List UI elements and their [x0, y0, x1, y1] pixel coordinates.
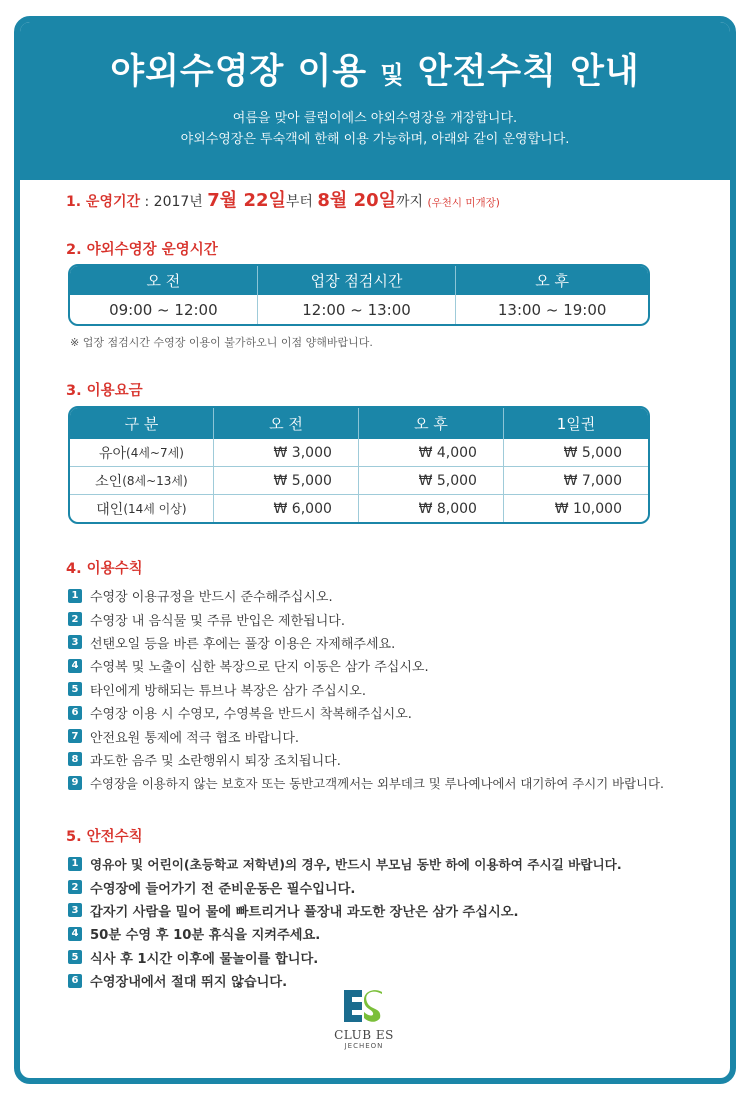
- number-badge: 3: [68, 903, 82, 917]
- rules-section-title: 4. 이용수칙: [66, 561, 143, 577]
- fee-category: 유아 (4세~7세): [98, 445, 184, 462]
- safety-list: [68, 852, 622, 992]
- fee-am: ₩ 6,000: [213, 495, 358, 522]
- hours-am: 09:00 ~ 12:00: [109, 300, 218, 319]
- table-row: [70, 439, 648, 466]
- hours-table: [68, 264, 650, 326]
- number-badge: 6: [68, 974, 82, 988]
- intro-line-1: 여름을 맞아 클럽이에스 야외수영장을 개장합니다.: [232, 111, 518, 126]
- intro-line-2: 야외수영장은 투숙객에 한해 이용 가능하며, 아래와 같이 운영합니다.: [180, 132, 570, 147]
- number-badge: 7: [68, 729, 82, 743]
- list-item: 9 수영장을 이용하지 않는 보호자 또는 동반고객께서는 외부데크 및 루나예나에서 대기하여 주시기 바랍니다.: [68, 771, 664, 794]
- table-row: [70, 494, 648, 522]
- fee-pm: ₩ 4,000: [358, 439, 503, 466]
- fee-day: ₩ 5,000: [503, 439, 648, 466]
- table-header-row: [70, 408, 648, 439]
- fee-am: ₩ 5,000: [213, 467, 358, 494]
- fees-table: [68, 406, 650, 524]
- rules-list: [68, 584, 664, 795]
- fee-category: 소인 (8세~13세): [95, 473, 188, 490]
- list-item: 2 수영장 내 음식물 및 주류 반입은 제한됩니다.: [68, 607, 664, 630]
- list-item: 5 타인에게 방해되는 튜브나 복장은 삼가 주십시오.: [68, 678, 664, 701]
- list-item: 6 수영장내에서 절대 뛰지 않습니다.: [68, 969, 622, 992]
- list-item: 7 안전요원 통제에 적극 협조 바랍니다.: [68, 724, 664, 747]
- header-cell: 구 분: [70, 408, 213, 439]
- list-item: 1 영유아 및 어린이(초등학교 저학년)의 경우, 반드시 부모님 동반 하에 이용하여 주시길 바랍니다.: [68, 852, 622, 875]
- number-badge: 2: [68, 880, 82, 894]
- hours-section-title: 2. 야외수영장 운영시간: [66, 242, 218, 258]
- es-logo-icon: [342, 986, 386, 1026]
- number-badge: 4: [68, 927, 82, 941]
- header-cell: 오 전: [70, 266, 257, 295]
- list-item: 6 수영장 이용 시 수영모, 수영복을 반드시 착복해주십시오.: [68, 701, 664, 724]
- header-banner: [20, 22, 730, 180]
- number-badge: 5: [68, 950, 82, 964]
- safety-section-title: 5. 안전수칙: [66, 829, 143, 845]
- hours-pm: 13:00 ~ 19:00: [455, 295, 648, 324]
- list-item: 4 수영복 및 노출이 심한 복장으로 단지 이동은 삼가 주십시오.: [68, 654, 664, 677]
- period-start: 7월 22일: [207, 190, 286, 211]
- header-cell: 1일권: [503, 408, 648, 439]
- intro-text: [20, 108, 730, 150]
- fee-pm: ₩ 5,000: [358, 467, 503, 494]
- number-badge: 1: [68, 857, 82, 871]
- operating-period: 1. 운영기간 : 2017년 7월 22일부터 8월 20일까지 (우천시 미개장): [66, 190, 500, 211]
- number-badge: 2: [68, 612, 82, 626]
- header-cell: 오 전: [213, 408, 358, 439]
- fee-day: ₩ 7,000: [503, 467, 648, 494]
- hours-check: 12:00 ~ 13:00: [257, 295, 456, 324]
- number-badge: 5: [68, 682, 82, 696]
- table-header-row: [70, 266, 648, 295]
- number-badge: 8: [68, 752, 82, 766]
- club-es-logo: [328, 986, 400, 1050]
- number-badge: 9: [68, 776, 82, 790]
- number-badge: 6: [68, 706, 82, 720]
- list-item: 5 식사 후 1시간 이후에 물놀이를 합니다.: [68, 946, 622, 969]
- table-row: [70, 466, 648, 494]
- number-badge: 1: [68, 589, 82, 603]
- logo-name: CLUB ES: [334, 1028, 394, 1042]
- table-row: [70, 295, 648, 324]
- logo-subtitle: JECHEON: [344, 1042, 384, 1050]
- page-title: 야외수영장 이용 및 안전수칙 안내: [110, 52, 640, 92]
- period-label: 1. 운영기간: [66, 194, 141, 210]
- rain-note: (우천시 미개장): [427, 197, 500, 209]
- number-badge: 3: [68, 635, 82, 649]
- fee-pm: ₩ 8,000: [358, 495, 503, 522]
- fees-section-title: 3. 이용요금: [66, 383, 143, 399]
- period-end: 8월 20일: [317, 190, 397, 211]
- fee-am: ₩ 3,000: [213, 439, 358, 466]
- fee-day: ₩ 10,000: [503, 495, 648, 522]
- header-cell: 오 후: [358, 408, 503, 439]
- fee-category: 대인 (14세 이상): [96, 501, 187, 518]
- number-badge: 4: [68, 659, 82, 673]
- list-item: 1 수영장 이용규정을 반드시 준수해주십시오.: [68, 584, 664, 607]
- header-cell: 오 후: [455, 266, 648, 295]
- hours-note: ※ 업장 점검시간 수영장 이용이 불가하오니 이점 양해바랍니다.: [70, 336, 373, 349]
- list-item: 2 수영장에 들어가기 전 준비운동은 필수입니다.: [68, 875, 622, 898]
- list-item: 3 갑자기 사람을 밀어 물에 빠트리거나 풀장내 과도한 장난은 삼가 주십시오.: [68, 899, 622, 922]
- header-cell: 업장 점검시간: [257, 266, 456, 295]
- list-item: 4 50분 수영 후 10분 휴식을 지켜주세요.: [68, 922, 622, 945]
- list-item: 8 과도한 음주 및 소란행위시 퇴장 조치됩니다.: [68, 748, 664, 771]
- list-item: 3 선탠오일 등을 바른 후에는 풀장 이용은 자제해주세요.: [68, 631, 664, 654]
